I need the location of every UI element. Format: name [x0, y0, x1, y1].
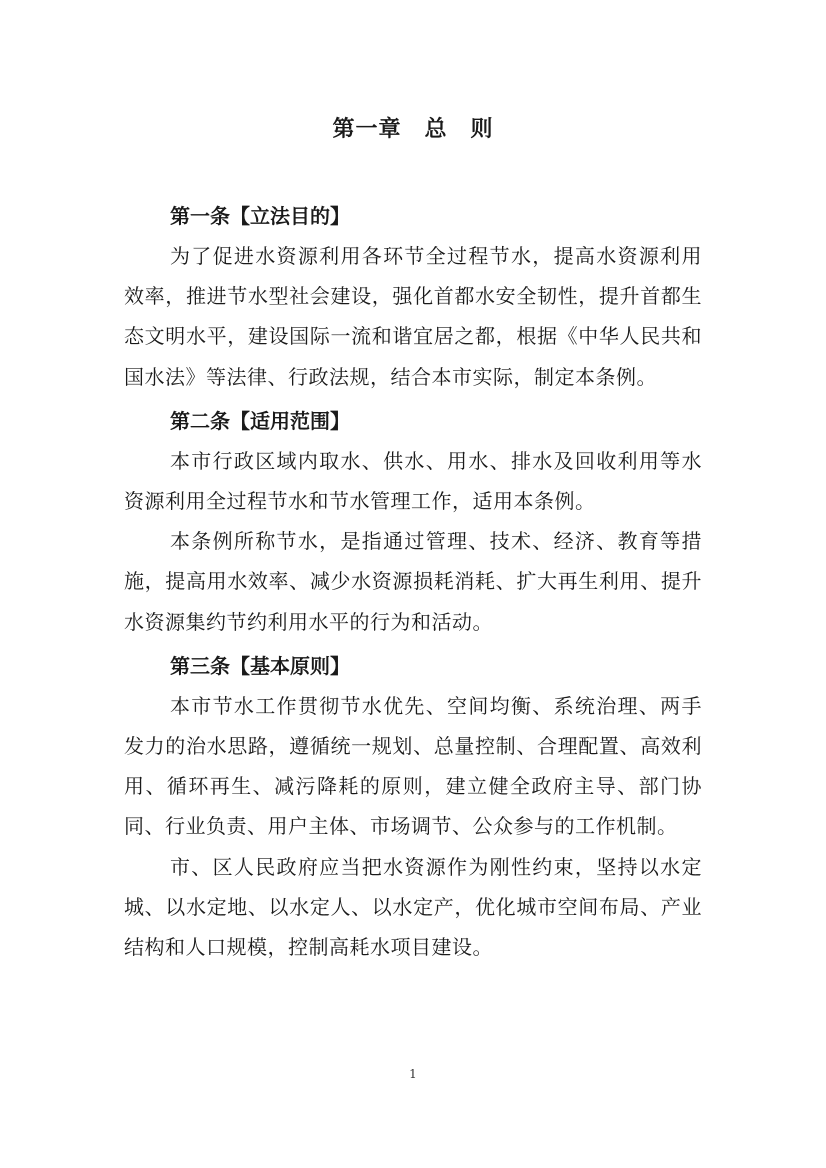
document-body	[124, 196, 702, 967]
article-paragraph: 本条例所称节水，是指通过管理、技术、经济、教育等措施，提高用水效率、减少水资源损耗消耗、扩大再生利用、提升水资源集约节约利用水平的行为和活动。	[124, 529, 702, 634]
article-heading: 第二条【适用范围】	[170, 408, 350, 433]
article-3	[124, 646, 702, 967]
chapter-title: 第一章 总 则	[332, 117, 494, 142]
article-heading: 第三条【基本原则】	[170, 653, 350, 678]
article-heading: 第一条【立法目的】	[170, 204, 350, 228]
page-number: 1	[409, 1067, 417, 1081]
article-paragraph: 市、区人民政府应当把水资源作为刚性约束，坚持以水定城、以水定地、以水定人、以水定产，优化城市空间布局、产业结构和人口规模，控制高耗水项目建设。	[124, 854, 702, 960]
article-paragraph: 本市行政区域内取水、供水、用水、排水及回收利用等水资源利用全过程节水和节水管理工作，适用本条例。	[124, 448, 702, 514]
article-1	[124, 196, 702, 397]
article-paragraph: 为了促进水资源利用各环节全过程节水，提高水资源利用效率，推进节水型社会建设，强化首都水安全韧性，提升首都生态文明水平，建设国际一流和谐宜居之都，根据《中华人民共和国水法》等法律、行政法规，结合本市实际，制定本条例。	[124, 244, 702, 389]
article-2	[124, 401, 702, 642]
article-paragraph: 本市节水工作贯彻节水优先、空间均衡、系统治理、两手发力的治水思路，遵循统一规划、总量控制、合理配置、高效利用、循环再生、减污降耗的原则，建立健全政府主导、部门协同、行业负责、用户主体、市场调节、公众参与的工作机制。	[124, 693, 702, 839]
